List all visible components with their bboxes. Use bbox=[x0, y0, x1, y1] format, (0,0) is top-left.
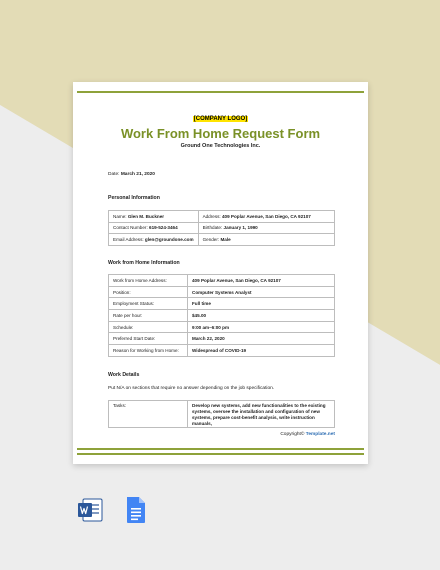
email-cell: Email Address: glen@groundone.com bbox=[109, 234, 199, 246]
row-label: Rate per hour: bbox=[109, 310, 188, 322]
row-value: $45.00 bbox=[188, 310, 335, 322]
date-line bbox=[108, 172, 155, 177]
birthdate-cell: Birthdate: January 1, 1990 bbox=[198, 222, 334, 234]
row-value: 9:00 am–6:00 pm bbox=[188, 321, 335, 333]
contact-cell: Contact Number: 619-524-3464 bbox=[109, 222, 199, 234]
company-name: Ground One Technologies Inc. bbox=[180, 143, 261, 149]
top-rule bbox=[77, 91, 364, 93]
bottom-rule bbox=[77, 448, 364, 450]
table-row bbox=[109, 321, 335, 333]
gender-cell: Gender: Male bbox=[198, 234, 334, 246]
row-label: Reason for Working from Home: bbox=[109, 345, 188, 357]
row-value: Widespread of COVID-19 bbox=[188, 345, 335, 357]
wfh-info-table bbox=[108, 274, 335, 357]
table-row bbox=[109, 298, 335, 310]
row-label: Schedule: bbox=[109, 321, 188, 333]
copyright-line: Copyright© Template.net bbox=[280, 432, 335, 437]
row-label: Employment Status: bbox=[109, 298, 188, 310]
template-net-link[interactable]: Template.net bbox=[305, 432, 335, 437]
document-page bbox=[73, 82, 368, 464]
row-label: Work from Home Address: bbox=[109, 275, 188, 287]
table-row bbox=[109, 286, 335, 298]
table-row bbox=[109, 234, 335, 246]
work-details-table bbox=[108, 400, 335, 428]
table-row bbox=[109, 333, 335, 345]
work-details-heading: Work Details bbox=[108, 372, 140, 378]
bottom-rule-2 bbox=[77, 453, 364, 455]
name-cell: Name: Glen M. Buckner bbox=[109, 211, 199, 223]
tasks-value: Develop new systems, add new functionalities to the existing systems, oversee the installation and configuration of new systems, prepare cost-benefit analysis, write instruction manuals, bbox=[188, 401, 335, 428]
row-value: March 22, 2020 bbox=[188, 333, 335, 345]
document-title: Work From Home Request Form bbox=[120, 126, 321, 141]
company-logo-placeholder: [COMPANY LOGO] bbox=[193, 116, 248, 122]
personal-info-heading: Personal Information bbox=[108, 195, 160, 201]
row-label: Preferred Start Date: bbox=[109, 333, 188, 345]
row-label: Position: bbox=[109, 286, 188, 298]
row-value: Computer Systems Analyst bbox=[188, 286, 335, 298]
date-label: Date: bbox=[108, 172, 120, 177]
table-row bbox=[109, 345, 335, 357]
table-row bbox=[109, 222, 335, 234]
table-row bbox=[109, 310, 335, 322]
address-cell: Address: 409 Poplar Avenue, San Diego, CA 92107 bbox=[198, 211, 334, 223]
row-value: 409 Poplar Avenue, San Diego, CA 92107 bbox=[188, 275, 335, 287]
date-value: March 21, 2020 bbox=[120, 172, 155, 177]
tasks-label: Tasks: bbox=[109, 401, 188, 428]
word-icon[interactable] bbox=[77, 498, 103, 522]
wfh-info-heading: Work from Home Information bbox=[108, 260, 180, 266]
table-row bbox=[109, 401, 335, 428]
table-row bbox=[109, 211, 335, 223]
personal-info-table bbox=[108, 210, 335, 246]
google-docs-icon[interactable] bbox=[125, 496, 147, 524]
table-row bbox=[109, 275, 335, 287]
row-value: Full time bbox=[188, 298, 335, 310]
work-details-note: Put N/A on sections that require no answer depending on the job specification. bbox=[108, 386, 275, 391]
